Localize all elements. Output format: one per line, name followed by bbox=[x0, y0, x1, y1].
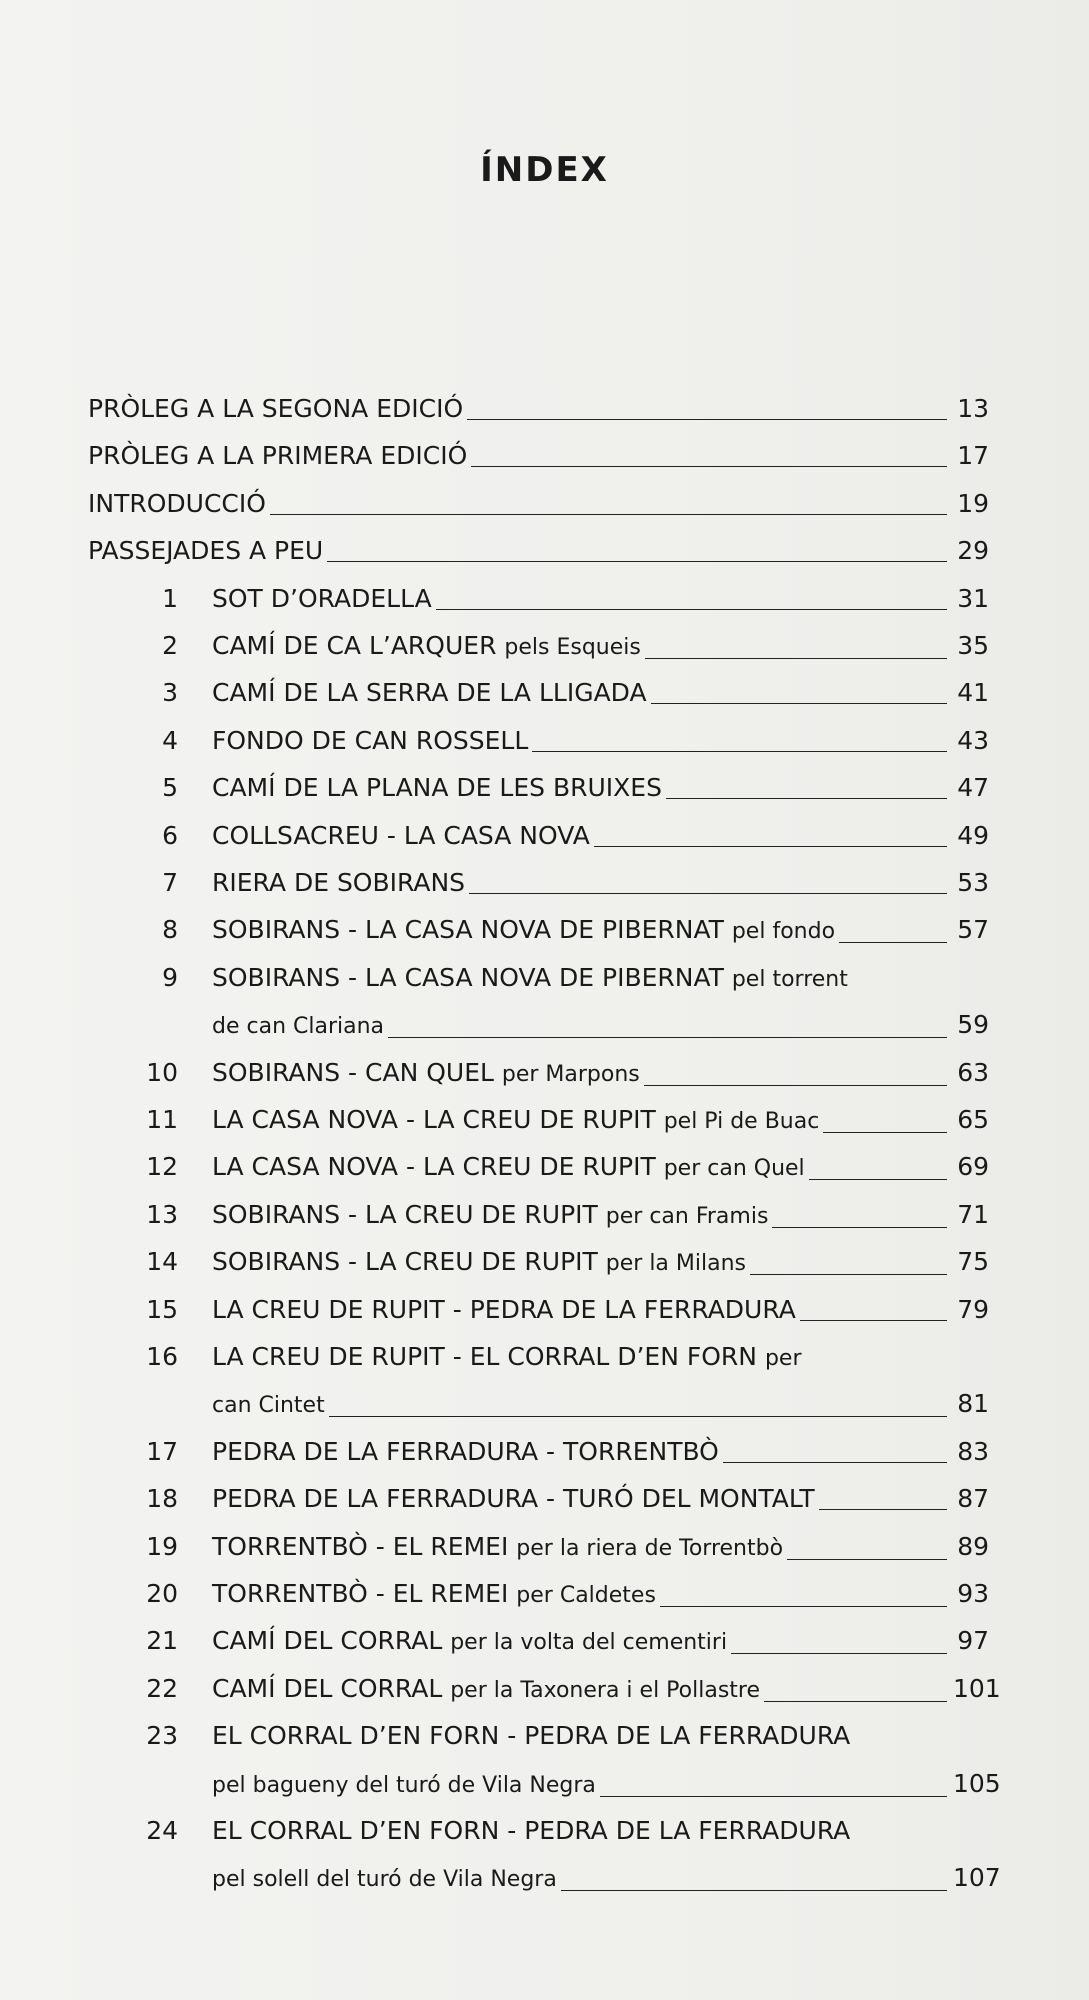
entry-title bbox=[212, 1717, 850, 1755]
toc-line bbox=[212, 1480, 989, 1518]
entry-number: 8 bbox=[162, 915, 178, 945]
dot-leader bbox=[731, 1653, 947, 1654]
toc-line bbox=[88, 437, 989, 475]
entry-main: LA CREU DE RUPIT - EL CORRAL D’EN FORN bbox=[212, 1342, 757, 1371]
page-number: 41 bbox=[957, 678, 989, 708]
entry-number: 14 bbox=[146, 1247, 178, 1277]
entry-main: CAMÍ DEL CORRAL bbox=[212, 1673, 443, 1703]
entry-title bbox=[212, 1528, 783, 1568]
toc-line bbox=[212, 911, 989, 951]
toc-row bbox=[0, 1622, 1089, 1660]
entry-main: EL CORRAL D’EN FORN - PEDRA DE LA FERRADURA bbox=[212, 1721, 851, 1751]
entry-title bbox=[212, 769, 662, 807]
entry-title bbox=[212, 1291, 796, 1329]
entry-title bbox=[212, 864, 465, 902]
page-number: 93 bbox=[957, 1579, 989, 1608]
entry-main: LA CASA NOVA - LA CREU DE RUPIT bbox=[212, 1152, 656, 1182]
page-number: 59 bbox=[957, 1010, 989, 1040]
dot-leader bbox=[723, 1462, 947, 1463]
entry-number: 10 bbox=[146, 1057, 178, 1087]
entry-title bbox=[212, 627, 641, 667]
entry-main: CAMÍ DE LA PLANA DE LES BRUIXES bbox=[212, 773, 662, 803]
toc-row-continued bbox=[0, 1006, 1089, 1044]
dot-leader bbox=[800, 1320, 947, 1321]
page-number: 49 bbox=[957, 820, 989, 850]
toc-row bbox=[0, 1196, 1089, 1234]
dot-leader bbox=[644, 1085, 947, 1086]
entry-main: RIERA DE SOBIRANS bbox=[212, 868, 466, 897]
toc-row bbox=[0, 1338, 1089, 1376]
toc-row-front bbox=[0, 532, 1089, 570]
dot-leader bbox=[270, 514, 947, 515]
entry-number: 11 bbox=[146, 1105, 178, 1134]
entry-title bbox=[212, 911, 835, 951]
toc-line bbox=[212, 1196, 989, 1236]
entry-continuation: pel bagueny del turó de Vila Negra bbox=[212, 1772, 596, 1798]
page-number: 107 bbox=[953, 1863, 1001, 1893]
page-number: 47 bbox=[957, 773, 989, 803]
entry-subtitle: per Caldetes bbox=[516, 1583, 656, 1608]
page-number: 83 bbox=[957, 1436, 989, 1466]
toc-row bbox=[0, 627, 1089, 665]
dot-leader bbox=[600, 1796, 947, 1797]
entry-number: 16 bbox=[146, 1342, 178, 1371]
toc-row-continued bbox=[0, 1765, 1089, 1803]
entry-subtitle: per can Framis bbox=[605, 1203, 769, 1229]
entry-number: 22 bbox=[146, 1673, 178, 1703]
dot-leader bbox=[809, 1179, 947, 1180]
entry-title bbox=[212, 1338, 802, 1378]
toc-row bbox=[0, 1148, 1089, 1186]
entry-main: SOBIRANS - LA CREU DE RUPIT bbox=[212, 1199, 598, 1229]
dot-leader bbox=[772, 1227, 947, 1228]
page-number: 71 bbox=[957, 1199, 989, 1229]
toc-row bbox=[0, 1575, 1089, 1613]
entry-title bbox=[88, 532, 323, 570]
page-title: ÍNDEX bbox=[480, 150, 609, 190]
toc-row-continued bbox=[0, 1859, 1089, 1897]
page-number: 65 bbox=[957, 1105, 989, 1134]
entry-title bbox=[88, 390, 463, 428]
entry-subtitle: pel fondo bbox=[731, 919, 836, 945]
entry-number: 3 bbox=[162, 678, 178, 708]
toc-line bbox=[212, 1528, 989, 1568]
entry-number: 12 bbox=[146, 1152, 178, 1182]
entry-number: 1 bbox=[162, 583, 178, 613]
dot-leader bbox=[787, 1559, 947, 1560]
toc-line bbox=[212, 1433, 989, 1471]
entry-subtitle: pel torrent bbox=[731, 966, 848, 992]
entry-number: 15 bbox=[146, 1294, 178, 1324]
dot-leader bbox=[651, 703, 947, 704]
entry-main: LA CASA NOVA - LA CREU DE RUPIT bbox=[212, 1105, 656, 1134]
entry-title bbox=[212, 1196, 768, 1236]
page-number: 57 bbox=[957, 915, 989, 945]
toc-line bbox=[212, 1338, 989, 1378]
toc-line bbox=[212, 1148, 989, 1188]
entry-title bbox=[88, 437, 467, 475]
entry-main: SOBIRANS - LA CASA NOVA DE PIBERNAT bbox=[212, 915, 724, 945]
dot-leader bbox=[645, 658, 947, 659]
toc-row-front bbox=[0, 390, 1089, 428]
entry-main: CAMÍ DE LA SERRA DE LA LLIGADA bbox=[212, 678, 647, 708]
dot-leader bbox=[532, 751, 947, 752]
toc-line bbox=[212, 1054, 989, 1094]
entry-title bbox=[212, 1622, 727, 1662]
toc-row-front bbox=[0, 485, 1089, 523]
entry-number: 24 bbox=[146, 1816, 178, 1845]
toc-row bbox=[0, 722, 1089, 760]
entry-main: LA CREU DE RUPIT - PEDRA DE LA FERRADURA bbox=[212, 1294, 796, 1324]
entry-title bbox=[212, 1101, 819, 1141]
entry-title bbox=[212, 1243, 746, 1283]
entry-title bbox=[88, 485, 266, 523]
page-number: 105 bbox=[953, 1768, 1001, 1798]
toc-row bbox=[0, 911, 1089, 949]
toc-line bbox=[212, 1670, 1001, 1710]
dot-leader bbox=[388, 1037, 947, 1038]
page-number: 63 bbox=[957, 1057, 989, 1087]
entry-main: PRÒLEG A LA SEGONA EDICIÓ bbox=[88, 394, 464, 423]
page-number: 75 bbox=[957, 1247, 989, 1277]
entry-subtitle: pels Esqueis bbox=[504, 635, 641, 660]
page-number: 29 bbox=[957, 536, 989, 566]
entry-title bbox=[212, 1575, 656, 1615]
entry-number: 23 bbox=[146, 1721, 178, 1751]
entry-number: 4 bbox=[162, 725, 178, 755]
toc-line bbox=[212, 1385, 989, 1425]
entry-number: 6 bbox=[162, 820, 178, 850]
entry-main: PEDRA DE LA FERRADURA - TURÓ DEL MONTALT bbox=[212, 1484, 815, 1514]
page-number: 81 bbox=[957, 1389, 989, 1419]
toc-line bbox=[212, 580, 989, 618]
toc-line bbox=[88, 390, 989, 428]
entry-main: COLLSACREU - LA CASA NOVA bbox=[212, 820, 590, 850]
page-number: 17 bbox=[957, 441, 989, 471]
toc-line bbox=[212, 1291, 989, 1329]
toc-line bbox=[212, 1622, 989, 1662]
toc-line bbox=[88, 532, 989, 570]
entry-title bbox=[212, 1670, 760, 1710]
toc-row-front bbox=[0, 437, 1089, 475]
dot-leader bbox=[823, 1132, 947, 1133]
entry-number: 2 bbox=[162, 631, 178, 660]
entry-title bbox=[212, 580, 432, 618]
toc-row bbox=[0, 1291, 1089, 1329]
entry-title bbox=[212, 1433, 719, 1471]
toc-line bbox=[212, 817, 989, 855]
toc-line bbox=[212, 1243, 989, 1283]
toc-row bbox=[0, 817, 1089, 855]
toc-row bbox=[0, 1054, 1089, 1092]
entry-main: PASSEJADES A PEU bbox=[88, 536, 324, 566]
entry-title bbox=[212, 674, 647, 712]
entry-subtitle: per la Milans bbox=[605, 1251, 746, 1277]
toc-line bbox=[212, 1006, 989, 1046]
page-number: 79 bbox=[957, 1294, 989, 1324]
entry-main: CAMÍ DE CA L’ARQUER bbox=[212, 631, 497, 660]
toc-line bbox=[212, 1765, 1001, 1805]
toc-row bbox=[0, 1528, 1089, 1566]
toc-row bbox=[0, 1812, 1089, 1850]
dot-leader bbox=[469, 893, 947, 894]
page-number: 13 bbox=[957, 394, 989, 423]
toc-row bbox=[0, 1433, 1089, 1471]
dot-leader bbox=[467, 419, 947, 420]
toc-row bbox=[0, 580, 1089, 618]
entry-number: 17 bbox=[146, 1436, 178, 1466]
dot-leader bbox=[660, 1606, 947, 1607]
toc-line bbox=[212, 1101, 989, 1141]
entry-number: 9 bbox=[162, 962, 178, 992]
entry-title bbox=[212, 1480, 815, 1518]
entry-title bbox=[212, 959, 848, 999]
toc-row-continued bbox=[0, 1385, 1089, 1423]
dot-leader bbox=[819, 1509, 947, 1510]
dot-leader bbox=[594, 846, 947, 847]
entry-main: SOT D’ORADELLA bbox=[212, 583, 432, 613]
toc-row bbox=[0, 864, 1089, 902]
toc-row bbox=[0, 1480, 1089, 1518]
toc-line bbox=[212, 1812, 989, 1850]
toc-row bbox=[0, 959, 1089, 997]
page-number: 43 bbox=[957, 725, 989, 755]
entry-main: SOBIRANS - LA CASA NOVA DE PIBERNAT bbox=[212, 962, 724, 992]
toc-line bbox=[212, 959, 989, 999]
entry-continuation: de can Clariana bbox=[212, 1014, 385, 1040]
dot-leader bbox=[327, 561, 947, 562]
entry-number: 18 bbox=[146, 1484, 178, 1514]
page-number: 53 bbox=[957, 868, 989, 897]
entry-subtitle: per la volta del cementiri bbox=[450, 1630, 728, 1656]
page-number: 31 bbox=[957, 583, 989, 613]
dot-leader bbox=[764, 1701, 947, 1702]
toc-line bbox=[212, 722, 989, 760]
page-number: 35 bbox=[957, 631, 989, 660]
dot-leader bbox=[471, 466, 947, 467]
entry-main: INTRODUCCIÓ bbox=[88, 488, 266, 518]
toc-line bbox=[212, 864, 989, 902]
entry-main: EL CORRAL D’EN FORN - PEDRA DE LA FERRADURA bbox=[212, 1816, 851, 1845]
entry-main: TORRENTBÒ - EL REMEI bbox=[212, 1579, 509, 1608]
entry-number: 13 bbox=[146, 1199, 178, 1229]
entry-subtitle: per bbox=[764, 1346, 802, 1371]
dot-leader bbox=[561, 1890, 947, 1891]
entry-main: PEDRA DE LA FERRADURA - TORRENTBÒ bbox=[212, 1436, 719, 1466]
dot-leader bbox=[839, 942, 947, 943]
toc-line bbox=[88, 485, 989, 523]
entry-number: 5 bbox=[162, 773, 178, 803]
entry-subtitle: per Marpons bbox=[501, 1061, 640, 1087]
entry-number: 21 bbox=[146, 1626, 178, 1656]
entry-main: CAMÍ DEL CORRAL bbox=[212, 1626, 443, 1656]
entry-title bbox=[212, 722, 528, 760]
entry-main: SOBIRANS - CAN QUEL bbox=[212, 1057, 494, 1087]
entry-number: 20 bbox=[146, 1579, 178, 1608]
entry-subtitle: per la riera de Torrentbò bbox=[516, 1535, 784, 1561]
entry-number: 7 bbox=[162, 868, 178, 897]
page-number: 19 bbox=[957, 488, 989, 518]
toc-line bbox=[212, 674, 989, 712]
dot-leader bbox=[666, 798, 947, 799]
toc-line bbox=[212, 1859, 1001, 1899]
entry-title bbox=[212, 817, 590, 855]
toc-line bbox=[212, 1575, 989, 1615]
page-number: 89 bbox=[957, 1531, 989, 1561]
dot-leader bbox=[436, 609, 947, 610]
toc-row bbox=[0, 674, 1089, 712]
entry-main: FONDO DE CAN ROSSELL bbox=[212, 725, 529, 755]
dot-leader bbox=[750, 1274, 947, 1275]
toc-row bbox=[0, 769, 1089, 807]
entry-number: 19 bbox=[146, 1531, 178, 1561]
entry-main: SOBIRANS - LA CREU DE RUPIT bbox=[212, 1247, 598, 1277]
toc-row bbox=[0, 1243, 1089, 1281]
entry-subtitle: per can Quel bbox=[663, 1156, 805, 1182]
entry-title bbox=[212, 1148, 805, 1188]
entry-main: PRÒLEG A LA PRIMERA EDICIÓ bbox=[88, 441, 468, 471]
toc-line bbox=[212, 627, 989, 667]
entry-title bbox=[212, 1054, 640, 1094]
entry-continuation: pel solell del turó de Vila Negra bbox=[212, 1867, 557, 1893]
dot-leader bbox=[329, 1416, 947, 1417]
entry-subtitle: pel Pi de Buac bbox=[663, 1109, 820, 1134]
toc-line bbox=[212, 1717, 989, 1755]
entry-continuation: can Cintet bbox=[212, 1393, 325, 1419]
toc-row bbox=[0, 1101, 1089, 1139]
entry-subtitle: per la Taxonera i el Pollastre bbox=[450, 1677, 761, 1703]
entry-main: TORRENTBÒ - EL REMEI bbox=[212, 1531, 509, 1561]
page-number: 87 bbox=[957, 1484, 989, 1514]
page-number: 69 bbox=[957, 1152, 989, 1182]
entry-title bbox=[212, 1812, 850, 1850]
page-number: 97 bbox=[957, 1626, 989, 1656]
toc-line bbox=[212, 769, 989, 807]
page-number: 101 bbox=[953, 1673, 1001, 1703]
toc-row bbox=[0, 1670, 1089, 1708]
toc-row bbox=[0, 1717, 1089, 1755]
